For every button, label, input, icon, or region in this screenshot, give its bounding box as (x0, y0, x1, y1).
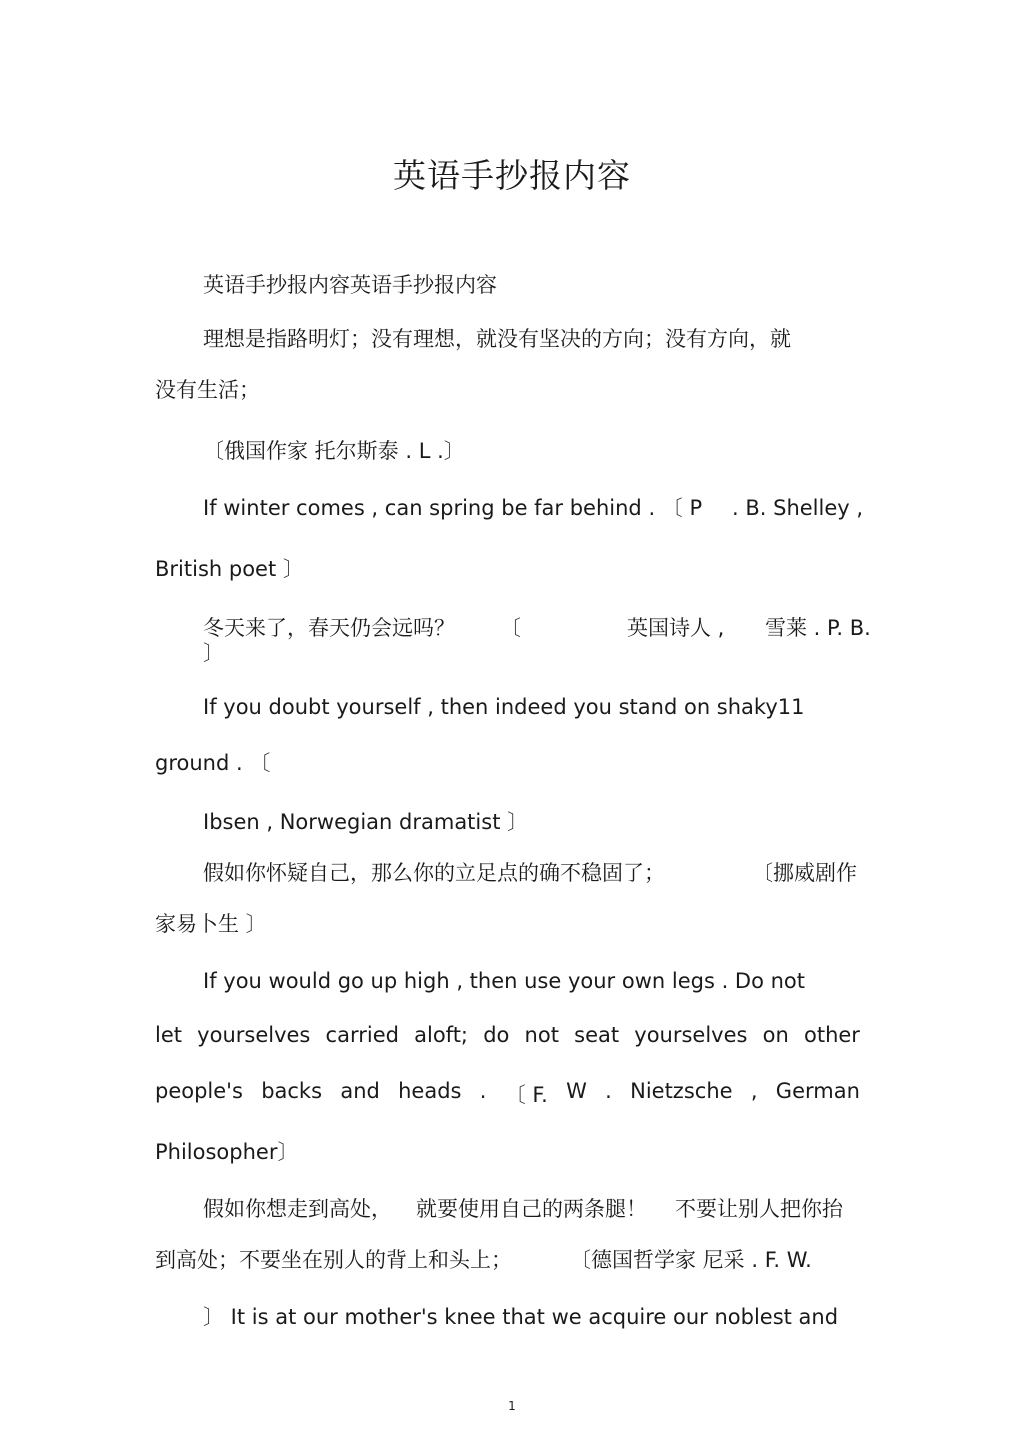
word: aloft; (414, 1023, 469, 1047)
word: yourselves (634, 1023, 748, 1047)
text-line: 英国诗人 , (627, 616, 725, 640)
text-line: 冬天来了，春天仍会远吗？ (203, 616, 455, 640)
text-line: 家易卜生 〕 (155, 912, 267, 936)
word: heads (398, 1079, 462, 1103)
text-line: 〕 (203, 641, 224, 665)
word: seat (574, 1023, 620, 1047)
word: W (566, 1079, 587, 1103)
text-line: 就要使用自己的两条腿！ (416, 1197, 647, 1221)
word: do (483, 1023, 510, 1047)
justified-line (155, 1079, 860, 1109)
word: on (762, 1023, 789, 1047)
word: yourselves (197, 1023, 311, 1047)
text-line: If winter comes , can spring be far behind . 〔 P (203, 496, 703, 520)
text-line: 没有生活； (155, 378, 260, 402)
word: people's (155, 1079, 243, 1103)
word: 〔 F. (504, 1083, 548, 1107)
text-line: 理想是指路明灯；没有理想，就没有坚决的方向；没有方向，就 (203, 327, 791, 351)
word: not (524, 1023, 559, 1047)
word: . (605, 1079, 612, 1103)
text-line: 英语手抄报内容英语手抄报内容 (203, 273, 497, 297)
text-line: 〕 It is at our mother's knee that we acquire our noblest and (203, 1305, 839, 1329)
text-line: Ibsen , Norwegian dramatist 〕 (203, 810, 529, 834)
justified-line (155, 1023, 860, 1047)
word: . (479, 1079, 487, 1103)
text-line: 〔 (500, 616, 521, 640)
text-line: Philosopher〕 (155, 1140, 299, 1164)
text-line: 〔德国哲学家 尼采 . F. W. (570, 1248, 812, 1272)
word: carried (325, 1023, 399, 1047)
text-line: . B. Shelley , (732, 496, 864, 520)
text-line: If you doubt yourself , then indeed you stand on shaky11 (203, 695, 805, 719)
word: Nietzsche (630, 1079, 733, 1103)
text-line: 假如你想走到高处， (203, 1197, 392, 1221)
text-line: 〔俄国作家 托尔斯泰 . L .〕 (203, 439, 465, 463)
text-line: 雪莱 . P. B. (765, 616, 871, 640)
word: other (803, 1023, 860, 1047)
word: let (155, 1023, 182, 1047)
word: German (775, 1079, 860, 1103)
text-line: If you would go up high , then use your own legs . Do not (203, 969, 806, 993)
text-line: 不要让别人把你抬 (675, 1197, 843, 1221)
text-line: British poet 〕 (155, 557, 304, 581)
text-line: 假如你怀疑自己，那么你的立足点的确不稳固了； (203, 861, 665, 885)
word: and (340, 1079, 380, 1103)
text-line: 〔挪威剧作 (752, 861, 857, 885)
document-title: 英语手抄报内容 (393, 156, 631, 195)
word: backs (261, 1079, 323, 1103)
text-line: 到高处；不要坐在别人的背上和头上； (155, 1248, 512, 1272)
page-number: 1 (508, 1399, 516, 1413)
text-line: ground . 〔 (155, 751, 271, 775)
word: , (750, 1079, 758, 1103)
